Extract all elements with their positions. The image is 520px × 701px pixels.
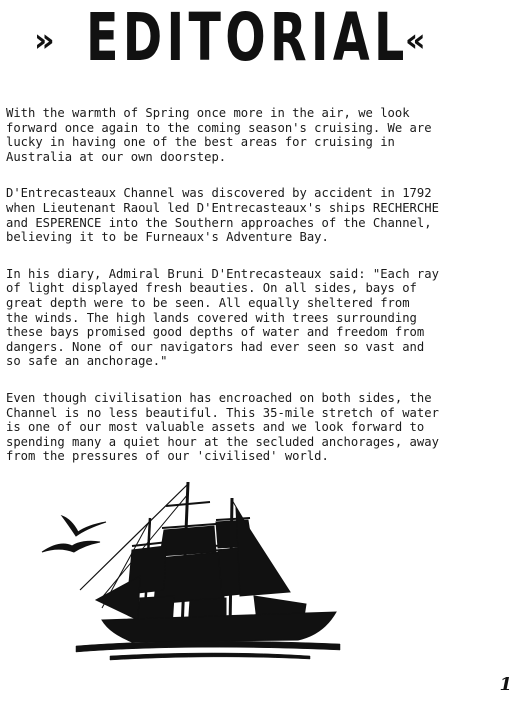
left-guillemet: » [34, 21, 55, 59]
paragraph-spring: With the warmth of Spring once more in the air, we look forward once again to the coming season's cruising. We are lucky in having one of the best areas for cruising in Australia at our own doorstep. [6, 106, 432, 164]
paragraph-diary-quote: In his diary, Admiral Bruni D'Entrecasteaux said: "Each ray of light displayed fresh beauties. On all sides, bays of great depth were to be seen. All equally sheltered from the winds. The high lands covered with trees surrounding these bays promised good depths of water and freedom from dangers. None of our navigators had ever seen so vast and so safe an anchorage." [6, 266, 439, 369]
editorial-body [6, 106, 511, 486]
right-guillemet: « [405, 21, 426, 59]
page-number: 1 [499, 674, 512, 695]
paragraph-discovery: D'Entrecasteaux Channel was discovered by accident in 1792 when Lieutenant Raoul led D'Entrecasteaux's ships RECHERCHE and ESPERENCE into the Southern approaches of the Channel, believing it to be Furneaux's Adventure Bay. [6, 186, 439, 245]
sailing-ship-with-seagulls-icon [40, 480, 350, 665]
page-title: EDITORIAL [86, 0, 409, 76]
paragraph-civilisation: Even though civilisation has encroached on both sides, the Channel is no less beautiful. This 35-mile stretch of water is one of our most valuable assets and we look forward to spending many a quiet hour at the secluded anchorages, away from the pressures of our 'civilised' world. [6, 390, 439, 464]
masthead [0, 0, 520, 80]
